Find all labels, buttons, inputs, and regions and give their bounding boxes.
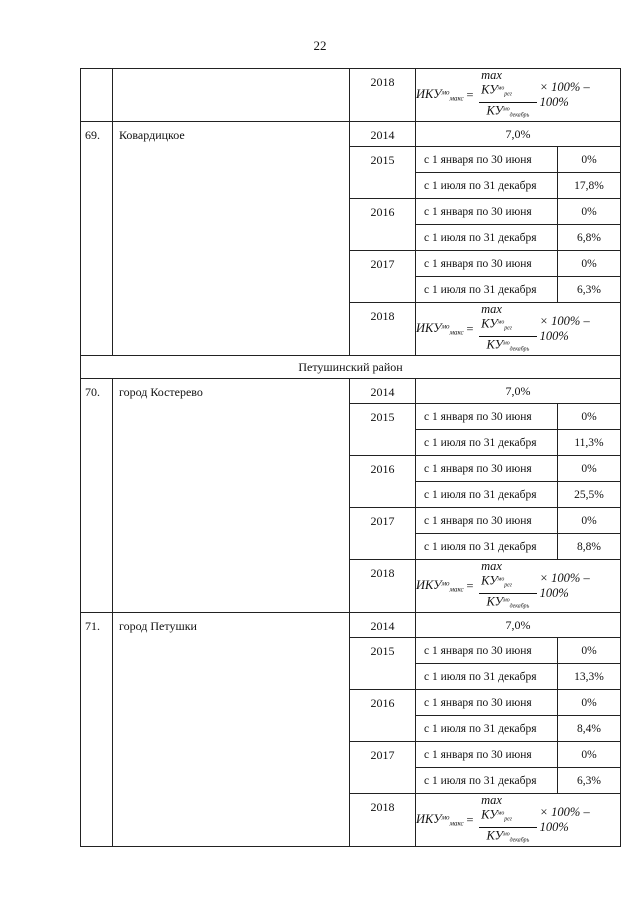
formula: $ИКУ^{мо}_{макс}$ = $\frac{\max КУ^{мо}_{рег}}{КУ^{мо}_{декабрь}}$ × 100% – 100%	[416, 67, 590, 119]
year-cell: 2017	[350, 742, 416, 794]
rate-cell: 7,0%	[416, 122, 621, 147]
period-subtable	[416, 404, 620, 455]
year-cell: 2018	[350, 69, 416, 122]
year-cell: 2015	[350, 147, 416, 199]
year-cell: 2015	[350, 638, 416, 690]
formula-cell	[416, 303, 621, 356]
period-row: с 1 июля по 31 декабря 8,8%	[416, 534, 620, 560]
formula: $ИКУ^{мо}_{макс}$ = $\frac{\max КУ^{мо}_{рег}}{КУ^{мо}_{декабрь}}$ × 100% – 100%	[416, 558, 590, 610]
table-row	[81, 122, 621, 147]
period-row: с 1 января по 30 июня 0%	[416, 199, 620, 225]
table-row	[81, 379, 621, 404]
page-number: 22	[313, 38, 327, 53]
year-cell: 2016	[350, 456, 416, 508]
period-row: с 1 января по 30 июня 0%	[416, 742, 620, 768]
municipality-name: город Костерево	[113, 379, 350, 613]
year-cell: 2014	[350, 379, 416, 404]
formula: $ИКУ^{мо}_{макс}$ = $\frac{\max КУ^{мо}_{рег}}{КУ^{мо}_{декабрь}}$ × 100% – 100%	[416, 301, 590, 353]
period-subtable	[416, 251, 620, 302]
entry-number: 71.	[81, 613, 113, 847]
entry-number: 69.	[81, 122, 113, 356]
formula: $ИКУ^{мо}_{макс}$ = $\frac{\max КУ^{мо}_{рег}}{КУ^{мо}_{декабрь}}$ × 100% – 100%	[416, 792, 590, 844]
rate-cell: 7,0%	[416, 613, 621, 638]
period-row: с 1 июля по 31 декабря 17,8%	[416, 173, 620, 199]
period-row: с 1 января по 30 июня 0%	[416, 456, 620, 482]
period-subtable	[416, 508, 620, 559]
year-cell: 2014	[350, 122, 416, 147]
period-row: с 1 июля по 31 декабря 25,5%	[416, 482, 620, 508]
period-subtable	[416, 638, 620, 689]
period-subtable	[416, 742, 620, 793]
year-cell: 2014	[350, 613, 416, 638]
rate-cell: 7,0%	[416, 379, 621, 404]
period-row: с 1 января по 30 июня 0%	[416, 251, 620, 277]
entry-number: 70.	[81, 379, 113, 613]
year-cell: 2017	[350, 251, 416, 303]
period-row: с 1 января по 30 июня 0%	[416, 147, 620, 173]
year-cell: 2016	[350, 199, 416, 251]
year-cell: 2017	[350, 508, 416, 560]
period-subtable	[416, 690, 620, 741]
period-row: с 1 июля по 31 декабря 6,3%	[416, 768, 620, 794]
period-row: с 1 июля по 31 декабря 8,4%	[416, 716, 620, 742]
period-row: с 1 января по 30 июня 0%	[416, 508, 620, 534]
year-cell: 2015	[350, 404, 416, 456]
period-row: с 1 января по 30 июня 0%	[416, 638, 620, 664]
period-row: с 1 января по 30 июня 0%	[416, 404, 620, 430]
period-row: с 1 января по 30 июня 0%	[416, 690, 620, 716]
municipality-name: Ковардицкое	[113, 122, 350, 356]
formula-cell	[416, 794, 621, 847]
period-subtable	[416, 456, 620, 507]
period-subtable	[416, 199, 620, 250]
period-row: с 1 июля по 31 декабря 6,8%	[416, 225, 620, 251]
year-cell: 2018	[350, 303, 416, 356]
period-subtable	[416, 147, 620, 198]
year-cell: 2018	[350, 560, 416, 613]
table-row	[81, 613, 621, 638]
period-row: с 1 июля по 31 декабря 11,3%	[416, 430, 620, 456]
period-row: с 1 июля по 31 декабря 13,3%	[416, 664, 620, 690]
year-cell: 2018	[350, 794, 416, 847]
formula-cell	[416, 560, 621, 613]
year-cell: 2016	[350, 690, 416, 742]
municipality-name: город Петушки	[113, 613, 350, 847]
table-row	[81, 356, 621, 379]
region-header: Петушинский район	[81, 356, 621, 379]
table-row	[81, 69, 621, 122]
period-row: с 1 июля по 31 декабря 6,3%	[416, 277, 620, 303]
formula-cell	[416, 69, 621, 122]
rates-table	[80, 68, 621, 847]
